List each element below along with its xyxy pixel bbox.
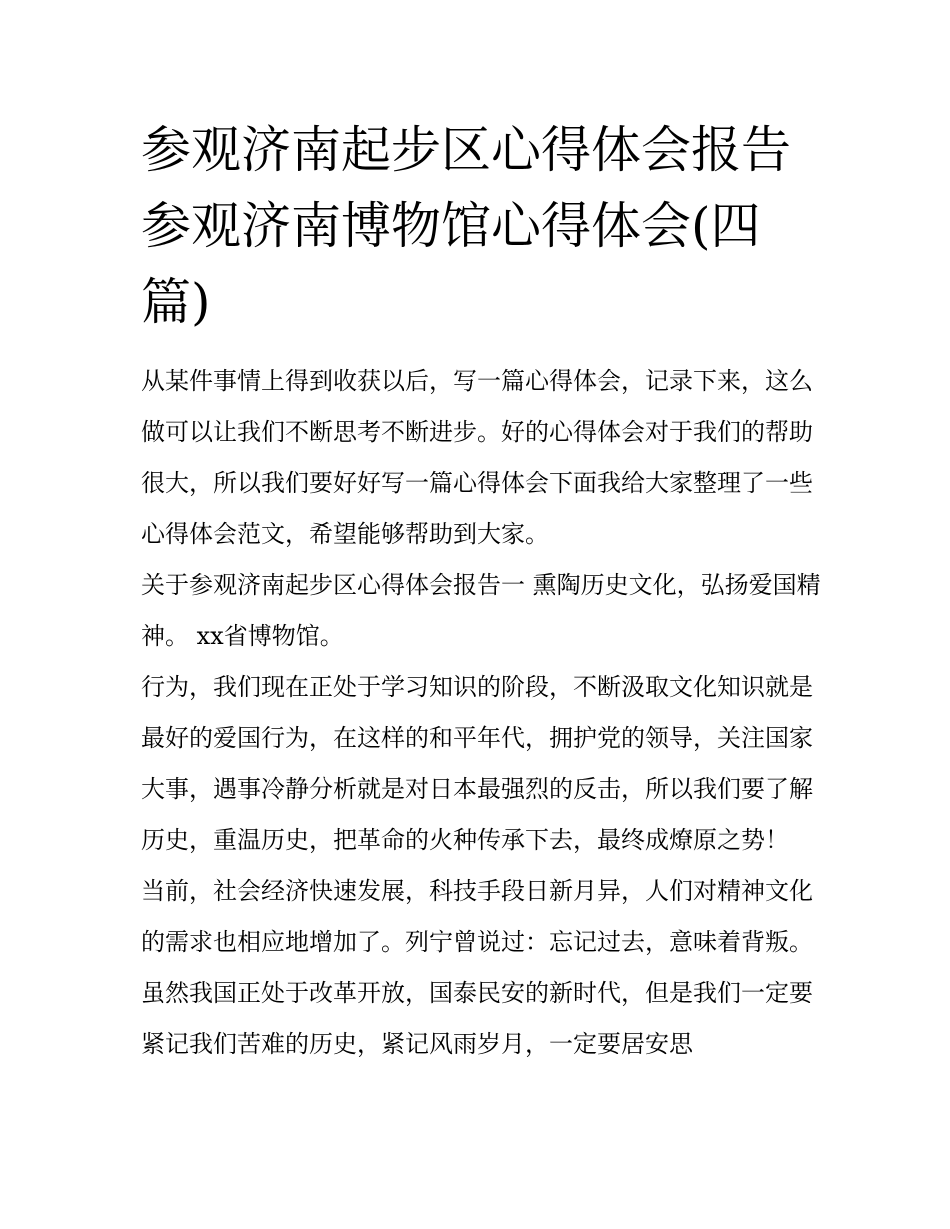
document-title: 参观济南起步区心得体会报告参观济南博物馆心得体会(四篇) bbox=[141, 121, 791, 331]
document-body bbox=[141, 356, 821, 1070]
paragraph-intro: 从某件事情上得到收获以后，写一篇心得体会，记录下来，这么做可以让我们不断思考不断进步。好的心得体会对于我们的帮助很大，所以我们要好好写一篇心得体会下面我给大家整理了一些心得体会范文，希望能够帮助到大家。 bbox=[141, 367, 813, 548]
paragraph-current-times: 当前，社会经济快速发展，科技手段日新月异，人们对精神文化的需求也相应地增加了。列宁曾说过：忘记过去，意味着背叛。虽然我国正处于改革开放，国泰民安的新时代，但是我们一定要紧记我们苦难的历史，紧记风雨岁月，一定要居安思 bbox=[141, 877, 813, 1058]
paragraph-report-heading: 关于参观济南起步区心得体会报告一 熏陶历史文化，弘扬爱国精神。 xx省博物馆。 bbox=[141, 571, 821, 650]
paragraph-patriotism: 行为，我们现在正处于学习知识的阶段，不断汲取文化知识就是最好的爱国行为，在这样的和平年代，拥护党的领导，关注国家大事，遇事冷静分析就是对日本最强烈的反击，所以我们要了解历史，重温历史，把革命的火种传承下去，最终成燎原之势！ bbox=[141, 673, 813, 854]
